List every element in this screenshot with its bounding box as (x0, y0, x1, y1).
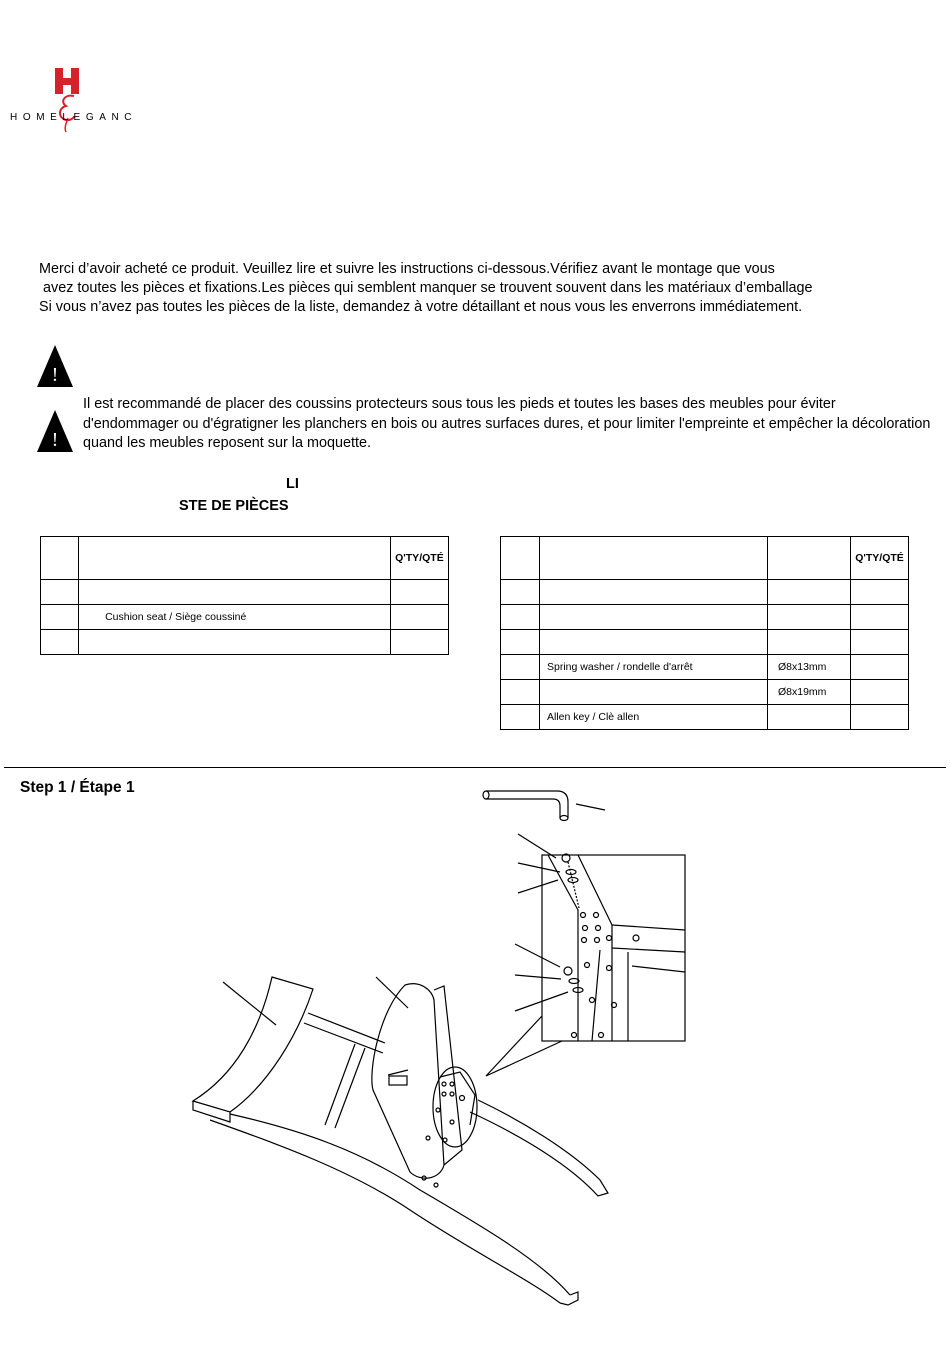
floor-protection-warning: Il est recommandé de placer des coussins protecteurs sous tous les pieds et toutes les bases des meubles pour éviter d'endommager ou d'égratigner les planchers en bois ou autres surfaces dures, et pour limiter l'empreinte et empêcher la décoloration quand les meubles reposent sur la moquette. (83, 396, 931, 451)
part-description: Cushion seat / Siège coussiné (79, 605, 391, 630)
parts-table-left (40, 536, 449, 655)
step-title: Step 1 / Étape 1 (20, 779, 135, 796)
qty-header: Q'TY/QTÉ (851, 537, 909, 580)
brand-wordmark: HOMELEGANC (10, 112, 138, 123)
no-header-cell (41, 537, 79, 580)
detail-view (486, 834, 685, 1076)
part-description (540, 580, 768, 605)
warning-mark: ! (51, 364, 59, 386)
part-description: Allen key / Clè allen (540, 705, 768, 730)
warning-mark: ! (51, 429, 59, 451)
no-cell (501, 705, 540, 730)
spec-header-cell (768, 537, 851, 580)
description-header-cell (540, 537, 768, 580)
qty-cell (851, 605, 909, 630)
no-cell (41, 630, 79, 655)
intro-line: Merci d’avoir acheté ce produit. Veuillez lire et suivre les instructions ci-dessous.Vérifiez avant le montage que vous (39, 261, 775, 277)
no-cell (501, 580, 540, 605)
table-header-row (501, 537, 909, 580)
table-header-row (41, 537, 449, 580)
logo-h-mark (55, 68, 79, 94)
table-row (41, 605, 449, 630)
part-description (540, 630, 768, 655)
table-row (501, 580, 909, 605)
no-cell (501, 630, 540, 655)
parts-list-title-part2: STE DE PIÈCES (179, 498, 289, 514)
part-spec (768, 630, 851, 655)
intro-paragraph (39, 260, 919, 317)
table-row (41, 630, 449, 655)
qty-cell (851, 705, 909, 730)
part-description (540, 680, 768, 705)
qty-cell (390, 605, 448, 630)
part-spec (768, 705, 851, 730)
part-spec: Ø8x13mm (768, 655, 851, 680)
part-spec (768, 605, 851, 630)
warning-triangle-icon (35, 408, 75, 454)
section-divider (4, 767, 946, 768)
intro-line: Si vous n’avez pas toutes les pièces de la liste, demandez à votre détaillant et nous vous les enverrons immédiatement. (39, 299, 803, 315)
qty-cell (390, 580, 448, 605)
part-description: Spring washer / rondelle d'arrêt (540, 655, 768, 680)
part-description (540, 605, 768, 630)
no-cell (501, 680, 540, 705)
intro-line: avez toutes les pièces et fixations.Les pièces qui semblent manquer se trouvent souvent dans les matériaux d’emballage (39, 280, 813, 296)
warning-triangle-icon (35, 343, 75, 389)
table-row (501, 680, 909, 705)
parts-list-title-part1: LI (286, 476, 299, 492)
qty-header: Q'TY/QTÉ (390, 537, 448, 580)
allen-key-drawing (483, 791, 605, 821)
no-cell (41, 605, 79, 630)
no-cell (41, 580, 79, 605)
table-row (41, 580, 449, 605)
part-spec: Ø8x19mm (768, 680, 851, 705)
table-row (501, 655, 909, 680)
description-header-cell (79, 537, 391, 580)
assembly-diagram (0, 770, 950, 1370)
part-spec (768, 580, 851, 605)
table-row (501, 605, 909, 630)
no-cell (501, 605, 540, 630)
qty-cell (390, 630, 448, 655)
qty-cell (851, 655, 909, 680)
homelegance-logo (8, 66, 128, 138)
qty-cell (851, 630, 909, 655)
no-cell (501, 655, 540, 680)
part-description (79, 630, 391, 655)
qty-cell (851, 580, 909, 605)
qty-cell (851, 680, 909, 705)
chair-assembly-drawing (193, 977, 608, 1305)
no-header-cell (501, 537, 540, 580)
part-description (79, 580, 391, 605)
table-row (501, 705, 909, 730)
table-row (501, 630, 909, 655)
parts-table-right (500, 536, 909, 730)
